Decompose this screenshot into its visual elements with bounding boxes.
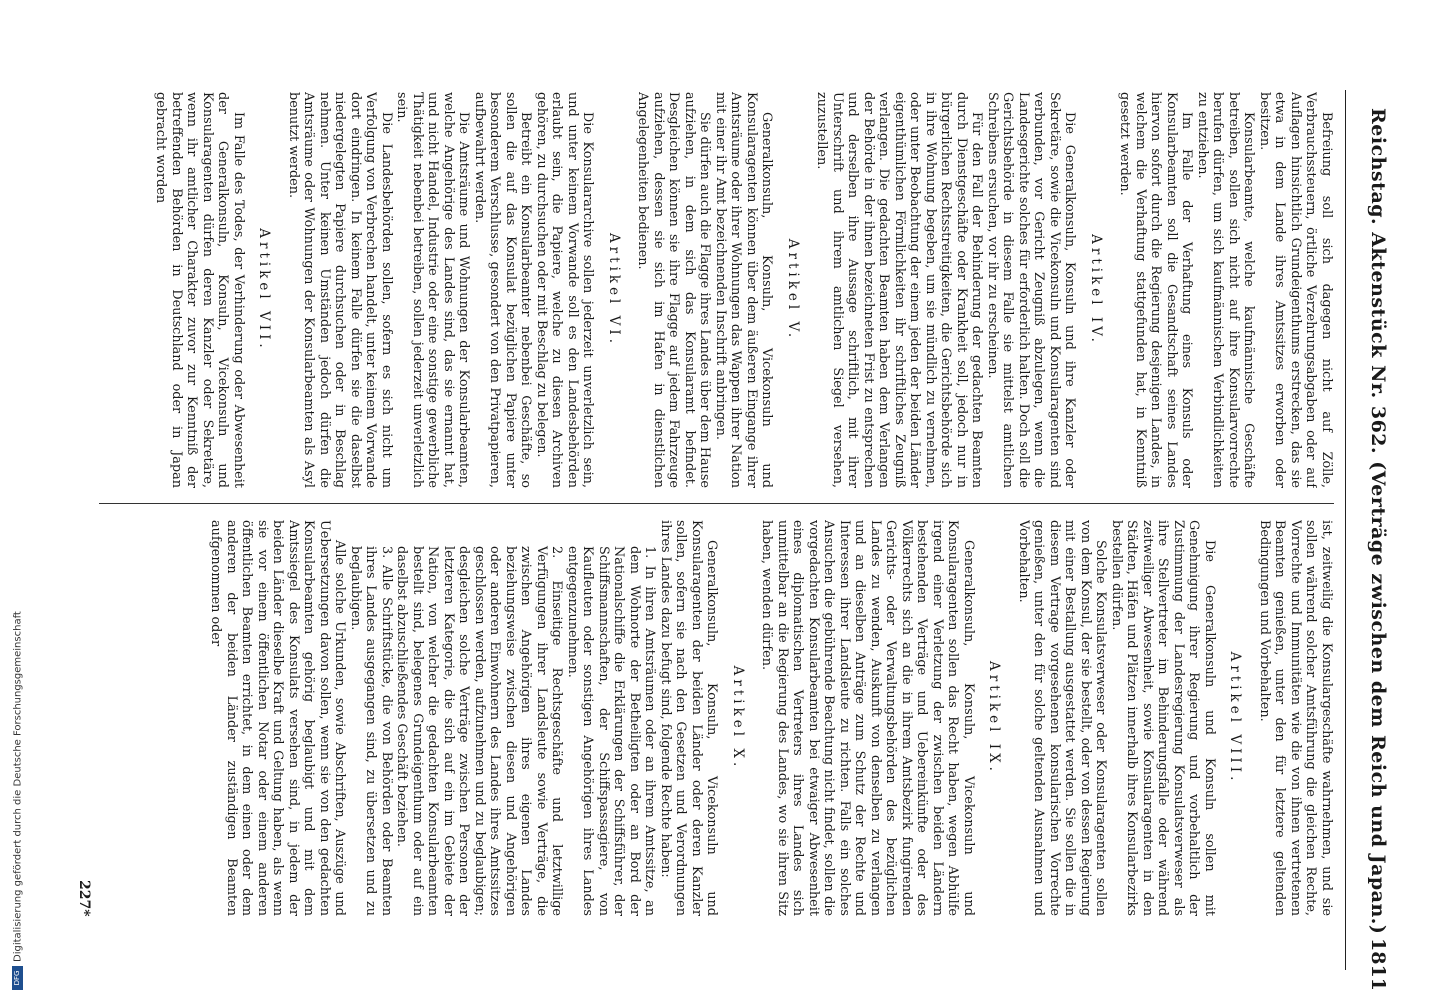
list-item: 3. Alle Schriftstücke, die von Behörden oder Beamten ihres Landes ausgegangen sind, zu übersetzen und zu beglaubigen. bbox=[348, 546, 394, 916]
running-title: Reichstag. Aktenstück Nr. 362. (Verträge zwischen dem Reich und Japan.) bbox=[1367, 108, 1389, 935]
paragraph: Generalkonsuln, Konsuln, Vicekonsuln und Konsularagenten können über dem äußeren Eingange ihrer Amtsräume oder ihrer Wohnungen das Wappen ihrer Nation mit einer ihr Amt bezeichnenden Inschrift anbringen. bbox=[713, 92, 775, 488]
paragraph: Die Generalkonsuln und Konsuln sollen mit Genehmigung ihrer Regierung und vorbehaltlich der Zustimmung der Landesregierung Konsulatsverweser als ihre Stellvertreter im Behinderungsfalle oder während zeitweiliger Abwesenheit, sowie Konsularagenten in den Städten, Häfen und Plätzen innerhalb ihres Konsularbezirks bestellen dürfen. bbox=[1109, 520, 1217, 916]
paragraph: Die Konsulararchive sollen jederzeit unverletzlich sein, und unter keinem Vorwande soll es den Landesbehörden erlaubt sein, die Papiere, welche zu diesen Archiven gehören, zu durchsuchen oder mit Beschlag zu belegen. bbox=[534, 92, 596, 488]
paragraph: Generalkonsuln, Konsuln, Vicekonsuln und Konsularagenten der beiden Länder oder deren Kanzler sollen, sofern sie nach den Gesetzen und Verordnungen ihres Landes dazu befugt sind, folgende Rechte haben: bbox=[658, 520, 720, 916]
header-rule bbox=[1345, 90, 1346, 970]
numbered-list bbox=[348, 520, 658, 916]
sheet-number: 227* bbox=[76, 880, 92, 917]
article-heading: Artikel VII. bbox=[256, 228, 273, 352]
page-number: 1811 bbox=[1367, 938, 1389, 991]
article-heading: Artikel IV. bbox=[1088, 234, 1104, 346]
article-heading: Artikel VIII. bbox=[1227, 651, 1244, 785]
paragraph: Für den Fall der Behinderung der gedachten Beamten durch Dienstgeschäfte oder Krankheit soll, jedoch nur in bürgerlichen Rechtsstreitigkeiten, die Gerichtsbehörde sich in ihre Wohnung begeben, um sie mündlich zu vernehmen, oder unter Beobachtung der einem jeden der beiden Länder eigenthümlichen Förmlichkeiten ihr schriftliches Zeugniß verlangen. Die gedachten Beamten haben dem Verlangen der Behörde in der ihnen bezeichneten Frist zu entsprechen und derselben ihre Aussage schriftlich, mit ihrer Unterschrift und ihrem amtlichen Siegel versehen, zuzustellen. bbox=[814, 92, 985, 488]
paragraph: Befreiung soll sich dagegen nicht auf Zölle, Verbrauchssteuern, örtliche Verzehrungsabgaben oder auf Auflagen hinsichtlich Grundeigenthums erstrecken, das sie etwa in dem Lande ihres Amtssitzes erworben oder besitzen. bbox=[1257, 92, 1334, 488]
right-column bbox=[99, 520, 1334, 916]
paragraph: ist, zeitweilig die Konsulargeschäfte wahrnehmen, und sie sollen während solcher Amtsführung die gleichen Rechte, Vorrechte und Immunitäten wie die von ihnen vertretenen Beamten genießen, unter den für letztere geltenden Bedingungen und Vorbehalten. bbox=[1257, 520, 1334, 916]
list-item: 1. In ihren Amtsräumen oder an ihrem Amtssitze, an dem Wohnorte der Betheiligten oder an Bord der Nationalschiffe die Erklärungen der Schiffsführer, der Schiffsmannschaften, der Schiffspassagiere, von Kaufleuten oder sonstigen Angehörigen ihres Landes entgegenzunehmen. bbox=[565, 546, 658, 916]
article-heading: Artikel V. bbox=[785, 238, 801, 342]
page-header bbox=[1357, 0, 1389, 1000]
article-heading: Artikel X. bbox=[730, 665, 746, 771]
article-heading: Artikel VI. bbox=[606, 232, 622, 348]
paragraph: Alle solche Urkunden, sowie Abschriften, Auszüge und Uebersetzungen davon sollen, wenn sie von den gedachten Konsularbeamten gehörig beglaubigt und mit dem Amtssiegel des Konsulats versehen sind, in jedem der beiden Länder dieselbe Kraft und Geltung haben, als wenn sie vor einem öffentlichen Notar oder einem anderen öffentlichen Beamten errichtet, in dem einen oder dem anderen der beiden Länder zuständigen Beamten aufgenommen oder bbox=[208, 520, 348, 916]
paragraph: Im Falle der Verhaftung eines Konsuls oder Konsularbeamten soll die Gesandtschaft seines Landes hiervon sofort durch die Regierung desjenigen Landes, in welchem die Verhaftung stattgefunden hat, in Kenntniß gesetzt werden. bbox=[1117, 92, 1195, 488]
paragraph: Konsularbeamte, welche kaufmännische Geschäfte betreiben, sollen sich nicht auf ihre Konsularvorrechte berufen dürfen, um sich kaufmännischen Verbindlichkeiten zu entziehen. bbox=[1195, 92, 1257, 488]
left-column bbox=[99, 92, 1334, 488]
paragraph: Sie dürfen auch die Flagge ihres Landes über dem Hause aufziehen, in dem sich das Konsularamt befindet. Desgleichen können sie ihre Flagge auf jedem Fahrzeuge aufziehen, dessen sie sich im Hafen in dienstlichen Angelegenheiten bedienen. bbox=[635, 92, 713, 488]
credit-text: Digitalisierung gefördert durch die Deutsche Forschungsgemeinschaft bbox=[12, 611, 24, 962]
digitization-credit bbox=[12, 390, 26, 990]
paragraph: Im Falle des Todes, der Verhinderung oder Abwesenheit der Generalkonsuln, Konsuln, Vicekonsuln und Konsularagenten dürfen deren Kanzler oder Sekretäre, wenn ihr amtlicher Charakter zuvor zur Kenntniß der betreffenden Behörden in Deutschland oder in Japan gebracht worden bbox=[153, 92, 246, 488]
paragraph: Die Amtsräume und Wohnungen der Konsularbeamten, welche Angehörige des Landes sind, das sie ernannt hat, und nicht Handel, Industrie oder eine sonstige gewerbliche Thätigkeit nebenbei betreiben, sollen jederzeit unverletzlich sein. bbox=[394, 92, 472, 488]
paragraph: Betreibt ein Konsularbeamter nebenbei Geschäfte, so sollen die auf das Konsulat bezüglichen Papiere unter besonderem Verschlusse, gesondert von den Privatpapieren, aufbewahrt werden. bbox=[472, 92, 534, 488]
column-divider bbox=[99, 503, 1334, 504]
paragraph: Die Generalkonsuln, Konsuln und ihre Kanzler oder Sekretäre, sowie die Vicekonsuln und Konsularagenten sind verbunden, vor Gericht Zeugniß abzulegen, wenn die Landesgerichte solches für erforderlich halten. Doch soll die Gerichtsbehörde in diesem Falle sie mittelst amtlichen Schreibens ersuchen, vor ihr zu erscheinen. bbox=[985, 92, 1078, 488]
paragraph: Generalkonsuln, Konsuln, Vicekonsuln und Konsularagenten sollen das Recht haben, wegen Abhülfe irgend einer Verletzung der zwischen beiden Ländern bestehenden Verträge und Uebereinkünfte oder des Völkerrechts sich an die in ihrem Amtsbezirk fungirenden Gerichts- oder Verwaltungsbehörden des bezüglichen Landes zu wenden, Auskunft von denselben zu verlangen und an dieselben Anträge zum Schutz der Rechte und Interessen ihrer Landsleute zu richten. Falls ein solches Ansuchen die gebührende Beachtung nicht findet, sollen die vorgedachten Konsularbeamten bei etwaiger Abwesenheit eines diplomatischen Vertreters ihres Landes sich unmittelbar an die Regierung des Landes, wo sie ihren Sitz haben, wenden dürfen. bbox=[759, 520, 976, 916]
list-item: 2. Einseitige Rechtsgeschäfte und letztwillige Verfügungen ihrer Landsleute sowie Verträge, die zwischen Angehörigen ihres eigenen Landes beziehungsweise zwischen diesen und Angehörigen oder anderen Einwohnern des Landes ihres Amtssitzes geschlossen werden, aufzunehmen und zu beglaubigen; desgleichen solche Verträge zwischen Personen der letzteren Kategorie, die sich auf ein im Gebiete der Nation, von welcher die gedachten Konsularbeamten bestellt sind, belegenes Grundeigenthum oder auf ein daselbst abzuschließendes Geschäft beziehen. bbox=[394, 546, 565, 916]
paragraph: Solche Konsulatsverweser oder Konsularagenten sollen von dem Konsul, der sie bestellt, oder von dessen Regierung mit einer Bestallung ausgestattet werden. Sie sollen die in diesem Vertrage vorgesehenen konsularischen Vorrechte genießen, unter den für solche geltenden Ausnahmen und Vorbehalten. bbox=[1016, 520, 1109, 916]
article-heading: Artikel IX. bbox=[986, 661, 1003, 775]
paragraph: Die Landesbehörden sollen, sofern es sich nicht um Verfolgung von Verbrechen handelt, unter keinem Vorwande dort eindringen. In keinem Falle dürfen sie die daselbst niedergelegten Papiere durchsuchen oder in Beschlag nehmen. Unter keinen Umständen jedoch dürfen die Amtsräume oder Wohnungen der Konsularbeamten als Asyl benutzt werden. bbox=[286, 92, 394, 488]
dfg-logo-icon: DFG bbox=[12, 966, 23, 990]
